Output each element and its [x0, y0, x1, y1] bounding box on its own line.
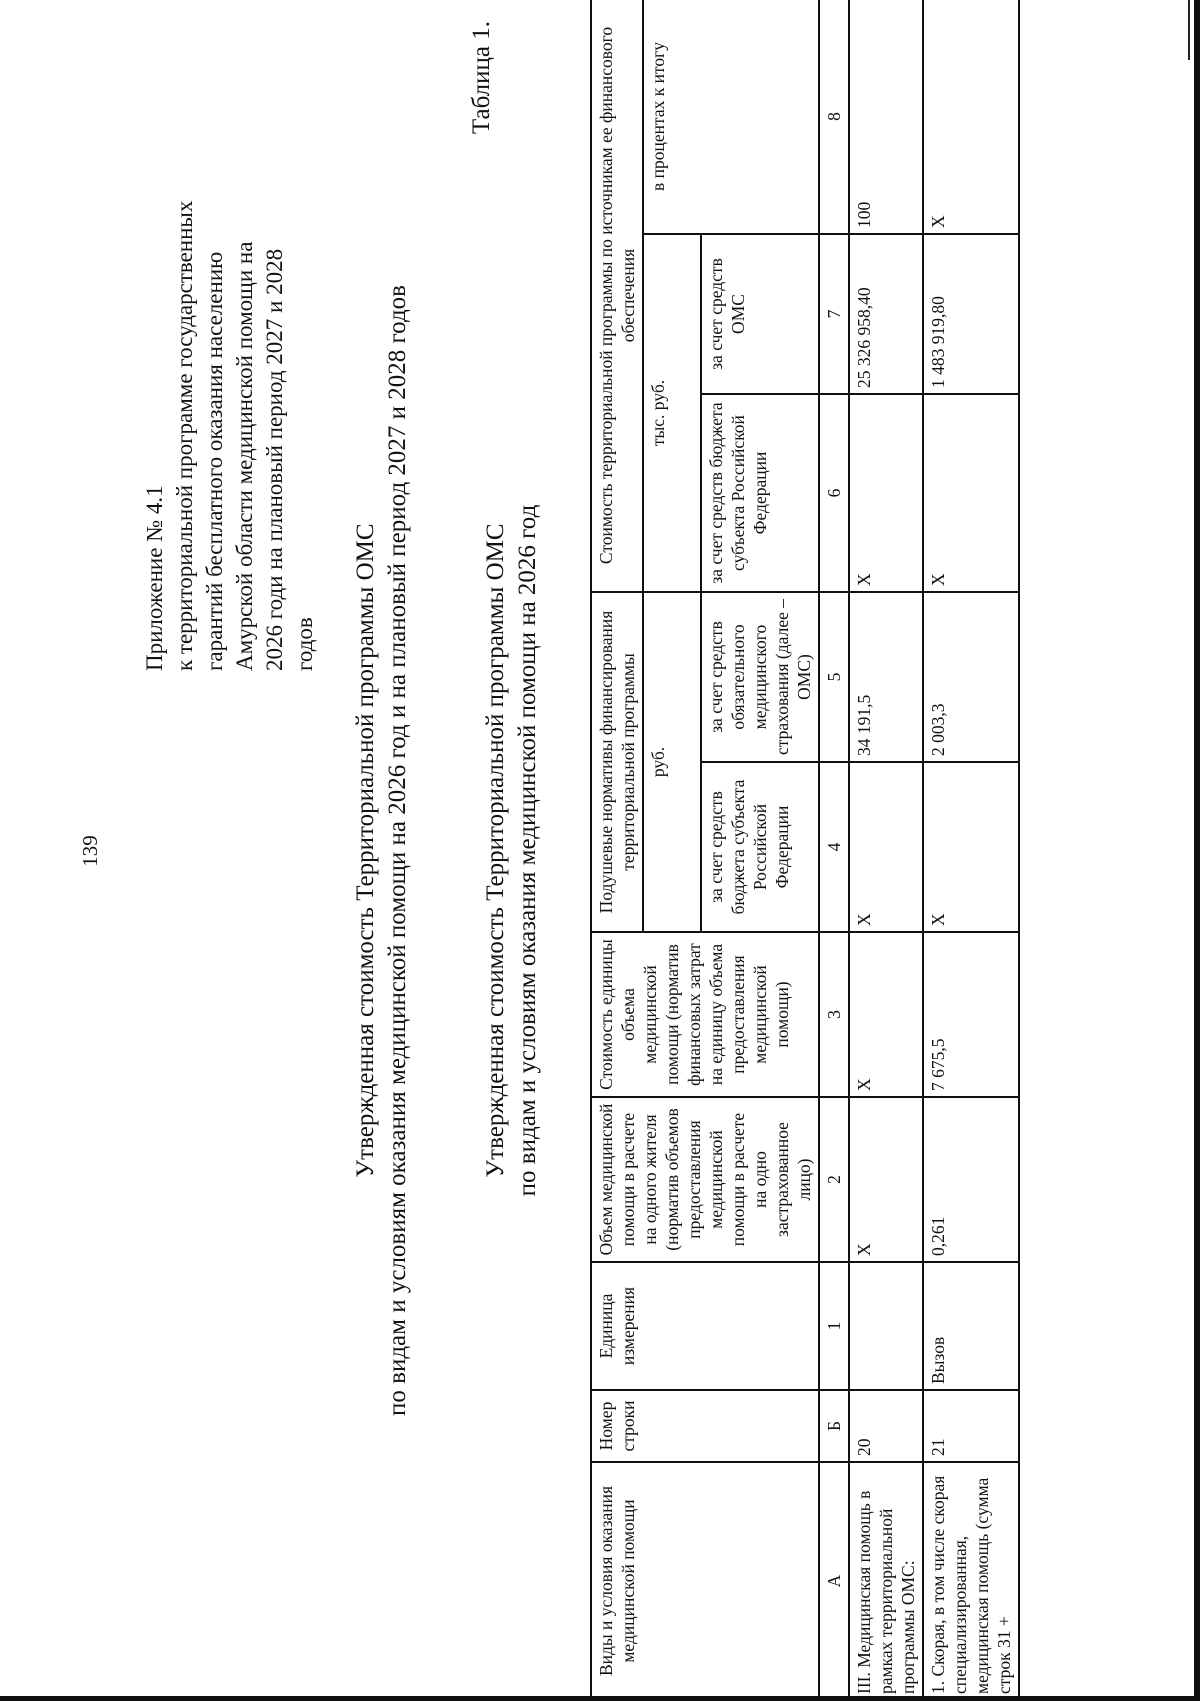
header-col-5: за счет средств обязательного медицинского страхования (далее – ОМС) [701, 592, 819, 762]
cost-table [590, 0, 1020, 1701]
row-unit: Вызов [923, 1262, 1019, 1390]
column-number: 8 [819, 0, 849, 234]
main-title-line2: по видам и условиям оказания медицинской помощи на 2026 год и на плановый период 2027 и 2028 годов [384, 285, 411, 1416]
column-number: Б [819, 1390, 849, 1462]
column-number: 6 [819, 394, 849, 592]
table-label: Таблица 1. [468, 21, 495, 135]
row-norm-omc: 2 003,3 [923, 592, 1019, 762]
appendix-block [140, 71, 320, 671]
row-cost-omc: 25 326 958,40 [849, 234, 923, 394]
column-number: А [819, 1462, 849, 1700]
column-number: 3 [819, 932, 849, 1097]
header-col-b: Номер строки [591, 1390, 819, 1462]
header-norms-unit: руб. [643, 592, 701, 932]
appendix-line: к территориальной программе государственных [172, 200, 197, 671]
column-number: 2 [819, 1097, 849, 1262]
row-volume: 0,261 [923, 1097, 1019, 1262]
row-line-number: 21 [923, 1390, 1019, 1462]
page-number: 139 [78, 835, 102, 867]
main-title [350, 0, 414, 1701]
row-line-number: 20 [849, 1390, 923, 1462]
row-cost-omc: 1 483 919,80 [923, 234, 1019, 394]
row-name: 1. Скорая, в том числе скорая специализированная, медицинская помощь (сумма строк 31 + [923, 1462, 1019, 1700]
row-percent: 100 [849, 0, 923, 234]
header-col-4: за счет средств бюджета субъекта Российской Федерации [701, 762, 819, 932]
row-name: III. Медицинская помощь в рамках территориальной программы ОМС: [849, 1462, 923, 1700]
row-unit [849, 1262, 923, 1390]
row-norm-omc: 34 191,5 [849, 592, 923, 762]
header-col-a: Виды и условия оказания медицинской помощи [591, 1462, 819, 1700]
column-number: 4 [819, 762, 849, 932]
row-cost-budget: X [849, 394, 923, 592]
table-title [480, 0, 544, 1701]
header-col-2: Объем медицинской помощи в расчете на одного жителя (норматив объемов предоставления медицинской помощи в расчете на одно застрахованное лицо) [591, 1097, 819, 1262]
appendix-line: 2026 годи на плановый период 2027 и 2028 [262, 248, 287, 671]
table-row [923, 0, 1019, 1700]
header-cost-unit: тыс. руб. [643, 234, 701, 592]
row-norm-budget: X [849, 762, 923, 932]
column-number: 1 [819, 1262, 849, 1390]
header-col-8: в процентах к итогу [643, 0, 819, 234]
row-unit-cost: X [849, 932, 923, 1097]
appendix-line: Амурской области медицинской помощи на [232, 241, 257, 671]
row-cost-budget: X [923, 394, 1019, 592]
header-row-1 [591, 0, 643, 1700]
header-col-3: Стоимость единицы объема медицинской помощи (норматив финансовых затрат на единицу объема предоставления медицинской помощи) [591, 932, 819, 1097]
header-col-6: за счет средств бюджета субъекта Российской Федерации [701, 394, 819, 592]
header-col-7: за счет средств ОМС [701, 234, 819, 394]
appendix-line: годов [292, 617, 317, 671]
row-percent: X [923, 0, 1019, 234]
table-row [849, 0, 923, 1700]
appendix-title: Приложение № 4.1 [142, 485, 167, 671]
main-title-line1: Утвержденная стоимость Территориальной программы ОМС [352, 523, 379, 1178]
header-group-norms: Подушевые нормативы финансирования территориальной программы [591, 592, 643, 932]
row-norm-budget: X [923, 762, 1019, 932]
table-title-line2: по видам и условиям оказания медицинской помощи на 2026 год [514, 504, 541, 1197]
header-group-cost: Стоимость территориальной программы по источникам ее финансового обеспечения [591, 0, 643, 592]
row-unit-cost: 7 675,5 [923, 932, 1019, 1097]
column-number-row [819, 0, 849, 1700]
table-title-line1: Утвержденная стоимость Территориальной программы ОМС [482, 523, 509, 1178]
row-volume: X [849, 1097, 923, 1262]
appendix-line: гарантий бесплатного оказания населению [202, 251, 227, 671]
header-col-1: Единица измерения [591, 1262, 819, 1390]
column-number: 7 [819, 234, 849, 394]
column-number: 5 [819, 592, 849, 762]
